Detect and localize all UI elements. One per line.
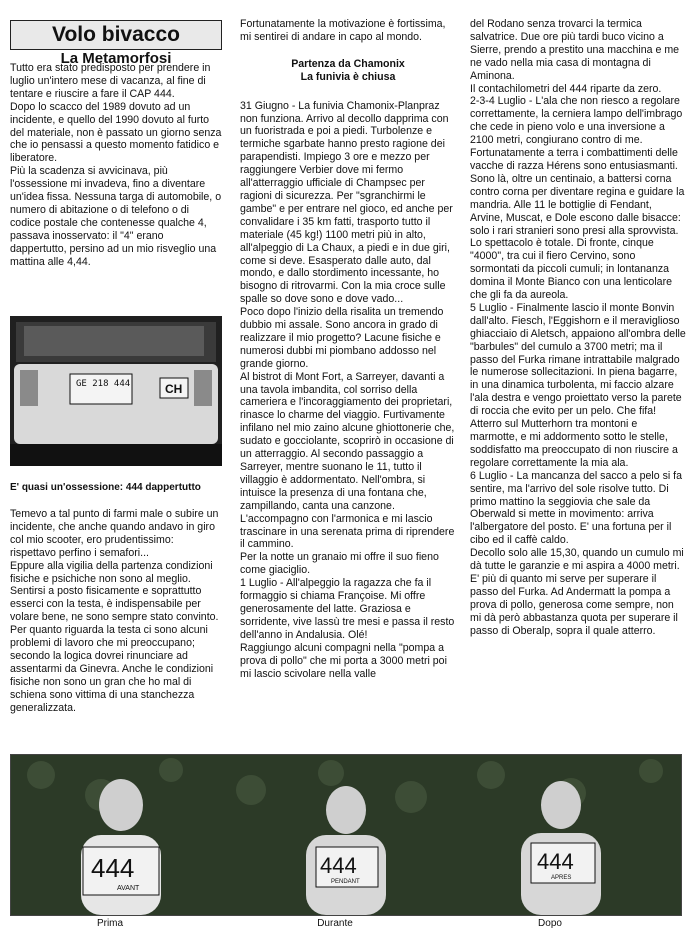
paragraph: Lo spettacolo è totale. Di fronte, cinque "4000", tra cui il fiero Cervino, sono sormontati da piccoli cumuli; in lontananza domina il Monte Bianco con una lenticolare che gli fa da aureola.	[470, 237, 672, 302]
paragraph: 6 Luglio - La mancanza del sacco a pelo si fa sentire, ma l'arrivo del sole risolve tutto. Di primo mattino la seggiovia che sale da Oberwald si mette in movimento: arriva l'albergatore del posto. E' una fortuna per il cibo ed il caffè caldo.	[470, 469, 683, 547]
paragraph: del Rodano senza trovarci la termica salvatrice. Due ore più tardi buco vicino a Sierre, prendo a prestito una macchina e me ne vado nella mia casa di montagna di Aminona.	[470, 18, 680, 82]
article-subtitle: La Metamorfosi	[60, 50, 172, 67]
paragraph: 2-3-4 Luglio - L'ala che non riesco a regolare correttamente, la cerniera lampo dell'imbrago che cede in pieno volo e una inversione a 2100 metri, congiurano contro di me.	[470, 95, 683, 147]
sign-number: 444	[537, 849, 574, 874]
car-photo-caption: E' quasi un'ossessione: 444 dappertutto	[10, 482, 201, 493]
column-1	[10, 62, 222, 269]
car-rear-illustration	[10, 316, 222, 466]
paragraph: Al bistrot di Mont Fort, a Sarreyer, davanti a una tavola imbandita, col sorriso della cameriera e l'incoraggiamento dei proprietari, rinasce lo charme del viaggio. Furtivamente infilano nel mio zaino alcune ghiottonerie che, sudato e gocciolante, scoprirò in occasione di un atterraggio. Al secondo passaggio a Sarreyer, mentre suonano le 11, tutto il villaggio è addormentato. Nell'ombra, si intuisce la presenza di una fontana che, zampillando, canta una canzone. L'accompagno con l'armonica e mi lascio trascinare in una serenata prima di riprendere il cammino.	[240, 370, 455, 551]
country-badge: CH	[165, 382, 183, 396]
caption-durante: Durante	[317, 918, 353, 929]
paragraph: 31 Giugno - La funivia Chamonix-Planpraz non funziona. Arrivo al decollo dapprima con un fuoristrada e poi a piedi. Turbolenze e termiche sgarbate hanno presto ragione dei parapendisti. Impiego 3 ore e mezzo per raggiungere Verbier dove mi fermo all'atterraggio ufficiale di Champsec per ragioni di sicurezza. Per "sgranchirmi le gambe" e per entrare nel gioco, ed anche per convalidare i 35 km fatti, trasporto tutto il materiale (45 kg!) 1100 metri più in alto, all'alpeggio di La Chaux, a piedi e in due giri, come si deve. Esasperato dalle auto, dal mondo, e dallo stordimento incessante, ho bisogno di ritrovarmi. Con la mia croce sulle spalle so dove sono e dove vado...	[240, 99, 453, 306]
paragraph: 1 Luglio - All'alpeggio la ragazza che fa il formaggio si chiama Françoise. Mi offre generosamente del latte. Graziosa e sorridente, vive lassù tre mesi e passa il resto dell'anno in Andalusia. Olé!	[240, 577, 455, 641]
column-3	[470, 18, 686, 638]
sign-word: APRES	[551, 875, 572, 881]
paragraph: Decollo solo alle 15,30, quando un cumulo mi dà tutte le garanzie e mi aspira a 4000 metri. E' più di quanto mi serve per superare il passo del Furka. Ad Andermatt la pompa a prova di pollo, generosa come sempre, non mi dà però abbastanza quota per superare il passo di Oberalp, sopra il quale atterro.	[470, 547, 684, 637]
paragraph: 5 Luglio - Finalmente lascio il monte Bonvin dall'alto. Fiesch, l'Eggishorn e il meraviglioso ghiacciaio di Aletsch, appaiono all'ombra delle "barbules" del cumulo a 3700 metri; ma il passo del Furka rimane intrattabile malgrado le numerose sollecitazioni. In piena bagarre, in una dinamica turbolenta, mi faccio alzare l'ala destra e vengo proiettato verso la parete di roccia che evito per un pelo. Che fifa!	[470, 301, 686, 418]
paragraph: Dopo lo scacco del 1989 dovuto ad un incidente, e quello del 1990 dovuto al furto del materiale, non è passato un giorno senza che io pensassi a questo momento fatidico e liberatore.	[10, 100, 222, 165]
paragraph: Più la scadenza si avvicinava, più l'ossessione mi invadeva, fino a diventare un'idea fissa. Nessuna targa di automobile, o numero di abitazione o di telefono o di codice postale che contenesse qualche 4, passava inosservato: il "4" erano dappertutto, persino ad un mio risveglio una mattina alle 4,44.	[10, 165, 222, 268]
section-heading	[240, 58, 456, 84]
portrait-strip-illustration	[11, 755, 681, 915]
portrait-strip	[10, 754, 682, 916]
paragraph: Raggiungo alcuni compagni nella "pompa a prova di pollo" che mi porta a 3000 metri poi mi lascio scivolare nella valle	[240, 641, 447, 680]
section-heading-line-2: La funivia è chiusa	[300, 70, 396, 83]
paragraph: Tutto era stato predisposto per prendere in luglio un'intero mese di vacanza, al fine di tentare e riuscire a fare il CAP 444.	[10, 62, 211, 100]
article-title: Volo bivacco	[10, 20, 222, 50]
sign-number: 444	[320, 853, 357, 878]
sign-word: PENDANT	[331, 879, 360, 885]
section-heading-line-1: Partenza da Chamonix	[291, 57, 405, 70]
car-photo	[10, 316, 222, 466]
caption-dopo: Dopo	[538, 918, 562, 929]
paragraph: Il contachilometri del 444 riparte da zero.	[470, 82, 662, 95]
paragraph: Temevo a tal punto di farmi male o subire un incidente, che anche quando andavo in giro col mio scooter, ero prudentissimo: rispettavo perfino i semafori...	[10, 508, 219, 559]
column-2	[240, 18, 456, 680]
sign-word: AVANT	[117, 885, 140, 892]
sign-number: 444	[91, 853, 135, 883]
paragraph: Poco dopo l'inizio della risalita un tremendo dubbio mi assale. Sono ancora in grado di realizzare il mio progetto? Lacune fisiche e numerosi dubbi mi piombano addosso nel grande giorno.	[240, 306, 444, 370]
paragraph: Eppure alla vigilia della partenza condizioni fisiche e psichiche non sono al meglio. Sentirsi a posto fisicamente e soprattutto esserci con la testa, è indispensabile per volare bene, ne sono sempre stato convinto. Per quanto riguarda la testa ci sono alcuni problemi di lavoro che mi preoccupano; secondo la logica dovrei rinunciare ad assentarmi da Ginevra. Anche le condizioni fisiche non sono un gran che ho mal di schiena sono vittima di una stanchezza generalizzata.	[10, 559, 219, 714]
paragraph: Fortunatamente la motivazione è fortissima, mi sentirei di andare in capo al mondo.	[240, 18, 446, 43]
paragraph: Fortunatamente a terra i combattimenti delle vacche di razza Hérens sono entusiasmanti. Sono là, oltre un centinaio, a battersi corna contro corna per diventare regina e guidare la mandria. Alle 11 le bottiglie di Fendant, Arvine, Muscat, e Dole escono dalle bisacce: solo i rari stranieri sono presi alla sprovvista.	[470, 147, 685, 237]
column-1-continued	[10, 508, 222, 715]
caption-prima: Prima	[96, 918, 124, 929]
paragraph: Atterro sul Mutterhorn tra montoni e marmotte, e mi addormento sotto le stelle, soddisfatto ma preoccupato di non riuscire a regolare correttamente la mia ala.	[470, 418, 678, 469]
paragraph: Per la notte un granaio mi offre il suo fieno come giaciglio.	[240, 551, 439, 577]
plate-text: GE 218 444	[76, 379, 131, 389]
